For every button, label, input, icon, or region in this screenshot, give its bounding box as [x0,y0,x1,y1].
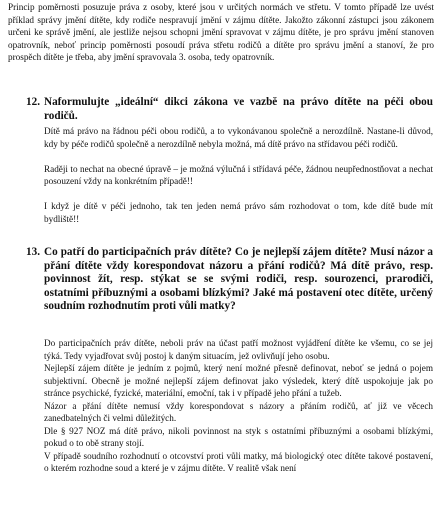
question-title: Co patří do participačních práv dítĕte? Co je nejlepší zájem dítĕte? Musí názor a přání dítĕte vždy korespondovat názoru a přání rodičů? Má dítĕ právo, resp. povinnost žít, resp. stýkat se se svými rodiči, resp. sourozenci, prarodiči, ostatními příbuznými a osobami blízkými? Jaké má postavení otec dítĕte, určený soudním rozhodnutím proti vůli matky? [44,246,433,313]
answer-paragraph: Radĕji to nechat na obecné úpravĕ – je možná výlučná i střídavá péče, žádnou neupřednostňovat a nechat posouzení vždy na konkrétním případĕ!! [44,163,433,186]
question-number: 13. [26,246,40,258]
question-number: 12. [26,96,40,108]
answer-paragraph: Dítĕ má právo na řádnou péči obou rodičů, a to vykonávanou společnĕ a nerozdílnĕ. Nastane-li důvod, kdy by péče rodičů společnĕ a nerozdílnĕ nebyla možná, má dítĕ právo na střídavou péči rodičů. [44,126,433,149]
answer-paragraph: Nejlepší zájem dítĕte je jedním z pojmů, který není možné přesnĕ definovat, neboť se jedná o pojem subjektivní. Obecnĕ je možné nejlepší zájem definovat jako výsledek, který dítĕ uspokojuje jak po stránce psychické, fyzické, materiální, emoční, tak i v případĕ jeho přání a tužeb. [44,363,433,398]
answer-paragraph: V případĕ soudního rozhodnutí o otcovství proti vůli matky, má biologický otec dítĕte takové postavení, o kterém rozhodne soud a které je v zájmu dítĕte. V realitĕ však není [44,450,433,473]
answer-paragraph: Dle § 927 NOZ má dítĕ právo, nikoli povinnost na styk s ostatními příbuznými a osobami blízkými, pokud o to obĕ strany stojí. [44,425,433,448]
question-title: Naformulujte „ideální“ dikci zákona ve vazbĕ na právo dítĕte na péči obou rodičů. [44,96,433,122]
answer [44,125,433,225]
question-13 [0,246,445,522]
answer [44,337,433,475]
blank-line [44,188,433,201]
question-12 [0,96,445,239]
answer-paragraph: I když je dítĕ v péči jednoho, tak ten jeden nemá právo sám rozhodovat o tom, kde dítĕ bude mít bydlištĕ!! [44,201,433,224]
intro-paragraph: Princip pomĕrnosti posuzuje práva z osoby, které jsou v určitých normách ve střetu. V tomto případĕ lze uvést příklad správy jmĕní dítĕte, kdy rodiče nespravují jmĕní v zájmu dítĕte. Jakožto zákonní zástupci jsou zákonem určeni ke správĕ jmĕní, ale jestliže nejsou schopni jmĕní spravovat v zájmu dítĕte, je pro správu jmĕní stanoven opatrovník, neboť princip pomĕrnosti posoudí práva střetu rodičů a dítĕte pro správu jmĕní a stanoví, že pro prospĕch dítĕte je třeba, aby jmĕní spravovala 3. osoba, tedy opatrovník. [8,2,434,63]
answer-paragraph: Názor a přání dítĕte nemusí vždy korespondovat s názory a přáním rodičů, ať již ve věcech zanedbatelných či velmi důležitých. [44,400,433,423]
blank-line [44,150,433,163]
answer-paragraph: Do participačních práv dítĕte, neboli práv na účast patří možnost vyjádření dítĕte ke všemu, co se jej týká. Tedy vyjadřovat svůj postoj k daným situacím, jež ovlivňují jeho osobu. [44,338,433,361]
